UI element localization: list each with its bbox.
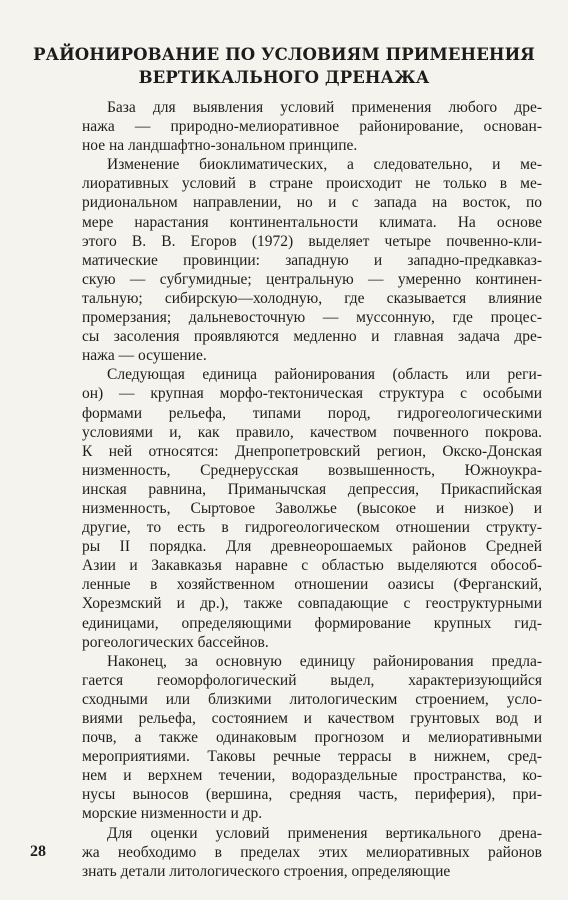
text-line: нажа — природно-мелиоративное районирование, основан- <box>82 118 542 136</box>
text-line: почв, а также одинаковым прогнозом и мелиоративными <box>82 729 542 747</box>
text-line: низменность, Сыртовое Заволжье (высокое и низкое) и <box>82 499 542 517</box>
text-line: единицами, определяющими формирование крупных гид- <box>82 614 542 632</box>
text-line: Азии и Закавказья наравне с областью выделяются обособ- <box>82 557 542 575</box>
text-line: лиоративных условий в стране происходит не только в ме- <box>82 175 542 193</box>
text-line: мероприятиями. Таковы речные террасы в нижнем, сред- <box>82 748 542 766</box>
paragraph <box>82 365 542 651</box>
section-title-line-2: ВЕРТИКАЛЬНОГО ДРЕНАЖА <box>138 68 430 87</box>
text-line: Изменение биоклиматических, а следовательно, и ме- <box>107 156 542 174</box>
text-line: К ней относятся: Днепропетровский регион, Окско-Донская <box>82 442 542 460</box>
paragraph <box>82 652 542 824</box>
text-line: матические провинции: западную и западно-предкавказ- <box>82 251 542 269</box>
text-line: Следующая единица районирования (область или реги- <box>107 366 542 384</box>
text-line: тальную; сибирскую—холодную, где сказывается влияние <box>82 289 542 307</box>
text-line: Наконец, за основную единицу районирования предла- <box>107 652 542 670</box>
text-line: Хорезмский и др.), также совпадающие с геоструктурными <box>82 595 542 613</box>
text-line: морские низменности и др. <box>82 805 263 823</box>
text-line: нусы выносов (вершина, средняя часть, периферия), при- <box>82 786 542 804</box>
page-number: 28 <box>30 843 46 860</box>
text-line: рогеологических бассейнов. <box>82 633 269 651</box>
text-line: промерзания; дальневосточную — муссонную, где процес- <box>82 309 542 327</box>
paragraph <box>82 155 542 365</box>
text-line: ленные в хозяйственном отношении оазисы (Ферганский, <box>82 576 542 594</box>
text-line: База для выявления условий применения любого дре- <box>107 99 542 116</box>
text-line: низменность, Среднерусская возвышенность, Южноукра- <box>82 461 542 479</box>
text-line: сы засоления проявляются медленно и главная задача дре- <box>82 328 542 346</box>
text-line: гается геоморфологический выдел, характеризующийся <box>82 671 542 689</box>
text-line: этого В. В. Егоров (1972) выделяет четыре почвенно-кли- <box>82 232 542 250</box>
text-line: другие, то есть в гидрогеологическом отношении структу- <box>82 519 542 537</box>
text-line: нажа — осушение. <box>82 347 207 365</box>
text-line: ридиональном направлении, но и с запада на восток, по <box>82 194 542 212</box>
body-text <box>82 98 542 881</box>
section-title <box>0 43 568 89</box>
text-line: условиями и, как правило, качеством почвенного покрова. <box>82 423 542 441</box>
text-line: нем и верхнем течении, водораздельные пространства, ко- <box>82 767 542 785</box>
text-line: он) — крупная морфо-тектоническая структура с особыми <box>82 385 542 403</box>
text-line: мере нарастания континентальности климата. На основе <box>82 213 542 231</box>
text-line: знать детали литологического строения, определяющие <box>82 862 451 880</box>
text-line: Для оценки условий применения вертикального дрена- <box>107 824 542 842</box>
text-line: формами рельефа, типами пород, гидрогеологическими <box>82 404 542 422</box>
section-title-line-1: РАЙОНИРОВАНИЕ ПО УСЛОВИЯМ ПРИМЕНЕНИЯ <box>33 45 535 64</box>
text-line: ное на ландшафтно-зональном принципе. <box>82 137 358 155</box>
text-line: ры II порядка. Для древнеорошаемых районов Средней <box>82 538 542 556</box>
text-line: инская равнина, Приманычская депрессия, Прикаспийская <box>82 480 542 498</box>
text-line: жа необходимо в пределах этих мелиоративных районов <box>82 843 542 861</box>
text-line: сходными или близкими литологическим строением, усло- <box>82 690 542 708</box>
text-line: скую — субгумидные; центральную — умеренно континен- <box>82 270 542 288</box>
paragraph <box>82 98 542 155</box>
text-line: виями рельефа, состоянием и качеством грунтовых вод и <box>82 710 542 727</box>
paragraph <box>82 824 542 881</box>
